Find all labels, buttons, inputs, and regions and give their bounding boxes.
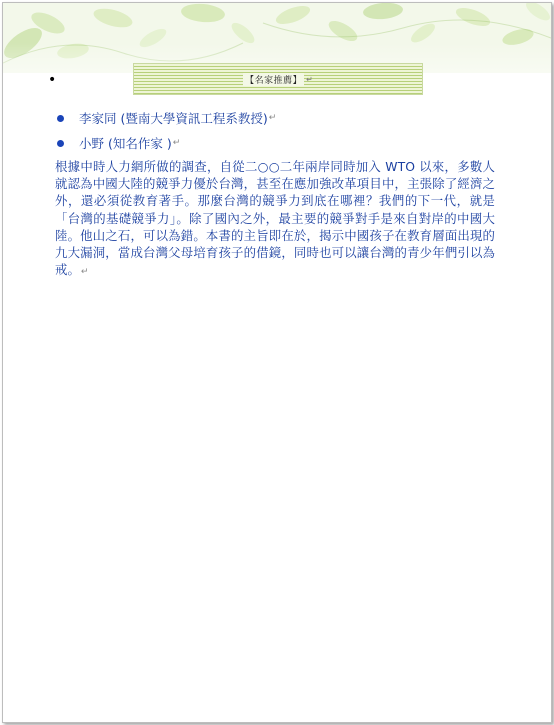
leaf-illustration [3,3,551,113]
paragraph-mark: ↵ [80,267,89,278]
recommender-list [57,109,276,159]
body-paragraph [55,158,495,281]
stray-bullet-mark: • [48,72,57,88]
bullet-icon [57,115,64,122]
body-paragraph-text: 根據中時人力網所做的調查，自從二○○二年兩岸同時加入 WTO 以來，多數人就認為中國大陸的競爭力優於台灣，甚至在應加強改革項目中，主張除了經濟之外，還必須從教育著手。那麼台灣的競爭力到底在哪裡？我們的下一代，就是「台灣的基礎競爭力」。除了國內之外，最主要的競爭對手是來自對岸的中國大陸。他山之石，可以為錯。本書的主旨即在於，揭示中國孩子在教育層面出現的九大漏洞，當成台灣父母培育孩子的借鏡，同時也可以讓台灣的青少年們引以為戒。 [55,159,495,278]
list-item [57,109,276,127]
recommender-name: 小野 (知名作家 ) [79,136,172,151]
document-page [2,2,552,723]
banner-title: 【名家推薦】 [243,73,304,86]
section-banner [133,63,423,95]
paragraph-mark: ↵ [306,74,313,84]
list-item [57,134,276,152]
paragraph-mark: ↵ [268,113,277,123]
bullet-icon [57,140,64,147]
recommender-name: 李家同 (暨南大學資訊工程系教授) [79,111,268,126]
leaf-header-decoration [3,3,551,113]
paragraph-mark: ↵ [172,138,181,148]
